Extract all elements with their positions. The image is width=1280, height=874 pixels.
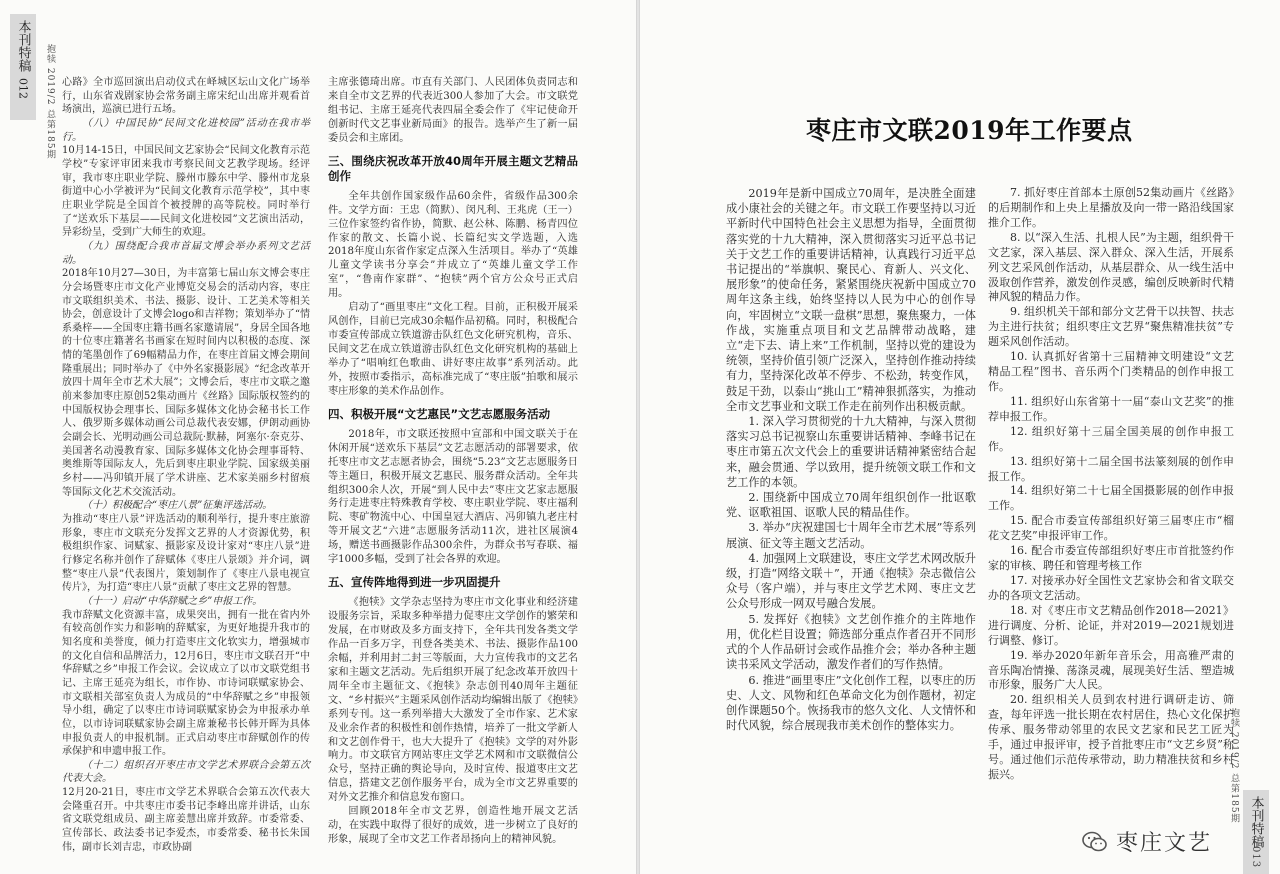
paragraph: 5. 发挥好《抱犊》文艺创作推介的主阵地作用，优化栏目设置；筛选部分重点作者召开不同形式的个人作品研讨会或作品推介会；举办各种主题读书采风文学活动，激发作者们的写作热情。 xyxy=(726,612,976,672)
page-number: 012 xyxy=(16,78,30,99)
paragraph: 20. 组织相关人员到农村进行调研走访、筛查，每年评选一批长期在农村居住，热心文化保护传承、服务带动邻里的农民文艺家和民艺工匠为手，通过申报评审，授予首批枣庄市“文艺乡贤”称号。通过他们示范传承带动，助力精准扶贫和乡村振兴。 xyxy=(988,693,1234,781)
section-tab-label: 本刊特稿 xyxy=(15,20,31,72)
left-column-2 xyxy=(328,76,578,847)
paragraph: 11. 组织好山东省第十一届“泰山文艺奖”的推荐申报工作。 xyxy=(988,394,1234,423)
paragraph: 8. 以“深入生活、扎根人民”为主题，组织骨干文艺家，深入基层、深入群众、深入生活，开展系列文艺采风创作活动，从基层群众、从一线生活中汲取创作营养，激发创作灵感，编创反映新时代精神风貌的精品力作。 xyxy=(988,230,1234,304)
paragraph: 回顾2018年全市文艺界，创造性地开展文艺活动，在实践中取得了很好的成效，进一步树立了良好的形象，展现了全市文艺工作者昂扬向上的精神风貌。 xyxy=(328,806,578,846)
paragraph: 2. 围绕新中国成立70周年组织创作一批讴歌党、讴歌祖国、讴歌人民的精品佳作。 xyxy=(726,491,976,520)
paragraph: 12月20-21日，枣庄市文学艺术界联合会第五次代表大会隆重召开。中共枣庄市委书记李峰出席并讲话，山东省文联党组成员、副主席姜慧出席并致辞。市委常委、宣传部长、政法委书记李爱杰，市委常委、秘书长朱国伟，副市长刘吉忠，市政协副 xyxy=(62,787,310,853)
sub-heading: （十一）启动“中华辞赋之乡”申报工作。 xyxy=(82,595,263,607)
paragraph: 《抱犊》文学杂志坚持为枣庄市文化事业和经济建设服务宗旨，采取多种举措力促枣庄文学创作的繁荣和发展，在市财政及多方面支持下，全年共刊发各类文学作品一百多万字，刊登各类美术、书法、摄影作品100余幅，并利用封二封三等版面，大力宣传我市的文艺名家和主题文艺活动。先后组织开展了纪念改革开放四十周年全市主题征文、《抱犊》杂志创刊40周年主题征文、“乡村振兴”主题采风创作活动均编辑出版了《抱犊》系列专刊。这一系列举措大大激发了全市作家、艺术家及业余作者的积极性和创作热情，培养了一批文学新人和文艺创作骨干，也大大提升了《抱犊》文学的对外影响力。市文联官方网站枣庄文学艺术网和市文联微信公众号，坚持正确的舆论导向，及时宣传、报道枣庄文艺信息，搭建文艺创作服务平台，成为全市文艺界重要的对外文艺推介和信息发布窗口。 xyxy=(328,597,578,804)
right-column-2 xyxy=(988,186,1234,783)
paragraph: 15. 配合市委宣传部组织好第三届枣庄市“榴花文艺奖”申报评审工作。 xyxy=(988,514,1234,543)
left-column-1 xyxy=(62,76,310,854)
page-number-right: 013 xyxy=(1250,846,1261,869)
wechat-icon xyxy=(1082,829,1108,855)
paragraph: 12. 组织好第十三届全国美展的创作申报工作。 xyxy=(988,424,1234,453)
spine-info-right: 抱犊 2019/2 总第185期 xyxy=(1229,708,1239,824)
paragraph: 9. 组织机关干部和部分文艺骨干以扶智、扶志为主进行扶贫；组织枣庄文艺界“聚焦精准扶贫”专题采风创作活动。 xyxy=(988,305,1234,349)
paragraph: 2019年是新中国成立70周年，是决胜全面建成小康社会的关键之年。市文联工作要坚持以习近平新时代中国特色社会主义思想为指导，全面贯彻落实党的十九大精神，深入贯彻落实习近平总书记关于文艺工作的重要讲话精神，认真践行习近平总书记提出的“举旗帜、聚民心、育新人、兴文化、展形象”的使命任务，紧紧围绕庆祝新中国成立70周年这条主线，始终坚持以人民为中心的创作导向，牢固树立“文联一盘棋”思想，聚焦聚力，一体作战，实施重点项目和文艺品牌带动战略，建立“走下去、请上来”工作机制，坚持以党的建设为统领，坚持价值引领广泛深入，坚持创作推动持续有力，坚持深化改革不停步、不松劲，转变作风，鼓足干劲，以泰山“挑山工”精神狠抓落实，为推动全市文艺事业和文联工作走在前列作出积极贡献。 xyxy=(726,187,976,413)
paragraph: 3. 举办“庆祝建国七十周年全市艺术展”等系列展演、征文等主题文艺活动。 xyxy=(726,521,976,550)
sub-heading: （十二）组织召开枣庄市文学艺术界联合会第五次代表大会。 xyxy=(62,759,310,785)
paragraph: 主席张德琦出席。市直有关部门、人民团体负责同志和来自全市文艺界的代表近300人参加了大会。市文联党组书记、主席王延亮代表四届全委会作了《牢记使命开创新时代文艺事业新局面》的报告。选举产生了新一届委员会和主席团。 xyxy=(328,77,578,144)
sub-heading: （九）围绕配合我市首届文博会举办系列文艺活动。 xyxy=(62,240,310,266)
watermark xyxy=(1082,826,1212,857)
paragraph: 心路》全市巡回演出启动仪式在峄城区坛山文化广场举行，山东省戏剧家协会常务副主席宋纪山出席并观看首场演出，巡演已进行五场。 xyxy=(62,77,310,116)
paragraph: 10. 认真抓好省第十三届精神文明建设“文艺精品工程”图书、音乐两个门类精品的创作申报工作。 xyxy=(988,350,1234,393)
article-title: 枣庄市文联2019年工作要点 xyxy=(806,116,1133,145)
paragraph: 16. 配合市委宣传部组织好枣庄市首批签约作家的审核、聘任和管理考核工作 xyxy=(988,544,1234,573)
paragraph: 1. 深入学习贯彻党的十九大精神，与深入贯彻落实习总书记视察山东重要讲话精神、李峰书记在枣庄市第五次文代会上的重要讲话精神紧密结合起来，融会贯通、学以致用，提升统领文联工作和文艺工作的本领。 xyxy=(726,415,976,489)
watermark-text: 枣庄文艺 xyxy=(1116,831,1213,856)
paragraph: 14. 组织好第二十七届全国摄影展的创作申报工作。 xyxy=(988,484,1234,513)
section-tab-label-right: 本刊特稿 xyxy=(1248,796,1264,848)
sub-heading: （八）中国民协“民间文化进校园”活动在我市举行。 xyxy=(62,117,310,143)
paragraph: 19. 举办2020年新年音乐会，用高雅严肃的音乐陶冶情操、荡涤灵魂，展现美好生活、塑造城市形象，服务广大人民。 xyxy=(988,648,1234,692)
section-tab-left xyxy=(10,14,36,120)
paragraph: 为推动“枣庄八景”评选活动的顺利举行，提升枣庄旅游形象，枣庄市文联充分发挥文艺界的人才资源优势，积极组织作家、词赋家、摄影家及设计家对“枣庄八景”进行修定名称并创作了辞赋体《枣庄八景颂》并介词，调整“枣庄八景”代表图片，策划制作了《枣庄八景电视宣传片》，为打造“枣庄八景”贡献了枣庄文艺界的智慧。 xyxy=(62,514,310,594)
spine-info: 抱犊 2019/2 总第185期 xyxy=(45,44,55,160)
paragraph: 全年共创作国家级作品60余件，省级作品300余件。文学方面：王忠（简默）、闵凡利、王兆虎（王一）三位作家签约省作协，简默、赵公林、陈鹏、杨青四位作家的散文、长篇小说、长篇纪实文学选题，入选2018年度山东省作家定点深入生活项目。举办了“英雄儿童文学读书分享会”并成立了“英雄儿童文学工作室”，“鲁南作家群”、“抱犊”两个官方公众号正式启用。 xyxy=(328,190,578,300)
paragraph: 启动了“画里枣庄”文化工程。目前，正积极开展采风创作，目前已完成30余幅作品初稿。同时，积极配合市委宣传部成立铁道游击队红色文化研究机构，音乐、民间文艺在成立铁道游击队红色文化研究机构的基础上举办了“唱响红色歌曲、讲好枣庄故事”系列活动。此外，按照市委指示，高标准完成了“枣庄版”拍歌和展示枣庄形象的美术作品创作。 xyxy=(328,302,578,397)
paragraph: 6. 推进“画里枣庄”文化创作工程，以枣庄的历史、人文、风物和红色革命文化为创作题材，初定创作课题50个。恢扬我市的悠久文化、人文情怀和时代风貌，综合展现我市美术创作的整体实力。 xyxy=(726,673,976,733)
paragraph: 2018年，市文联还按照中宣部和中国文联关于在休闲开展“送欢乐下基层”文艺志愿活动的部署要求，依托枣庄市文艺志愿者协会，围绕“5.23”文艺志愿服务日等主题日，积极开展文艺惠民、服务群众活动。全年共组织300余人次，开展“到人民中去”枣庄文艺家志愿服务行走进枣庄特殊教育学校、枣庄职业学院、枣庄福利院、枣矿物流中心、中国皇冠大酒店、冯卯镇九老庄村等开展文艺“六进”志愿服务活动11次，进社区展演4场，赠送书画摄影作品300余件，为群众书写春联、福字1000多幅，受到了社会各界的欢迎。 xyxy=(328,428,578,566)
paragraph: 7. 抓好枣庄首部本土原创52集动画片《丝路》的后期制作和上央上星播放及向一带一路沿线国家推介工作。 xyxy=(988,186,1234,229)
paragraph: 4. 加强网上文联建设，枣庄文学艺术网改版升级，打造“网络文联＋”，开通《抱犊》杂志微信公众号（客户端），并与枣庄文学艺术网、枣庄文艺公众号形成一网双号融合发展。 xyxy=(726,551,976,611)
section-heading: 三、围绕庆祝改革开放40周年开展主题文艺精品创作 xyxy=(328,153,578,183)
right-column-1 xyxy=(726,186,976,733)
sub-heading: （十）积极配合“枣庄八景”征集评选活动。 xyxy=(82,500,273,512)
section-heading: 五、宣传阵地得到进一步巩固提升 xyxy=(328,575,501,590)
paragraph: 我市辞赋文化资源丰富，成果突出，拥有一批在省内外有较高创作实力和影响的辞赋家，为更好地提升我市的知名度和美誉度，倾力打造枣庄文化软实力，增强城市的文化自信和品牌活力，12月6日，枣庄市文联召开“中华辞赋之乡”申报工作会议。会议成立了以市文联党组书记、主席王延亮为组长，市作协、市诗词联赋家协会、市文联相关部室负责人为成员的“中华辞赋之乡”申报领导小组，确定了以枣庄市诗词联赋家协会为申报承办单位，以市诗词联赋家协会副主席兼秘书长韩开晖为具体申报负责人的申报机制。正式启动枣庄市辞赋创作的传承保护和申遗申报工作。 xyxy=(62,609,310,758)
section-heading: 四、积极开展“文艺惠民”文艺志愿服务活动 xyxy=(328,406,551,421)
paragraph: 13. 组织好第十二届全国书法篆刻展的创作申报工作。 xyxy=(988,454,1234,483)
paragraph: 10月14-15日，中国民间文艺家协会“民间文化教育示范学校”专家评审团来我市考察民间文艺教学现场。经评审，我市枣庄职业学院、滕州市滕东中学、滕州市龙泉街道中心小学被评为“民间文化教育示范学校”，其中枣庄职业学院是全国首个被授牌的高等院校。同时举行了“送欢乐下基层——民间文化进校园”文艺演出活动，异彩纷呈，受到广大师生的欢迎。 xyxy=(62,145,310,239)
paragraph: 18. 对《枣庄市文艺精品创作2018—2021》进行调度、分析、论证，并对2019—2021规划进行调整、修订。 xyxy=(988,603,1234,647)
paragraph: 17. 对接承办好全国性文艺家协会和省文联交办的各项文艺活动。 xyxy=(988,573,1234,602)
left-page xyxy=(0,0,636,874)
paragraph: 2018年10月27—30日，为丰富第七届山东文博会枣庄分会场暨枣庄市文化产业博览交易会的活动内容，枣庄市文联组织美术、书法、摄影、设计、工艺美术等相关协会，创意设计了文博会logo和吉祥物；策划举办了“情系桑梓——全国枣庄籍书画名家邀请展”，身居全国各地的十位枣庄籍著名书画家在短时间内以积极的态度、深情的笔墨创作了69幅精品力作，在枣庄首届文博会期间隆重展出；同时举办了《中外名家摄影展》“纪念改革开放四十周年全市艺术大展”；文博会后，枣庄市文联之邀前来参加枣庄原创52集动画片《丝路》国际版权签约的中国版权协会理事长、国际多媒体文化协会秘书长工作人、俄罗斯多媒体动画公司总裁代表安娜，伊朗动画协会副会长、光明动画公司总裁阮·默赫，阿塞尔·奈克芬、美国著名动漫教育家、国际多媒体文化协会理事哥特、奥维斯等国际友人，先后到枣庄职业学院、国家级美丽乡村——冯卯镇开展了学术讲座、艺术家美丽乡村留痕等国际文化艺术交流活动。 xyxy=(62,268,310,498)
